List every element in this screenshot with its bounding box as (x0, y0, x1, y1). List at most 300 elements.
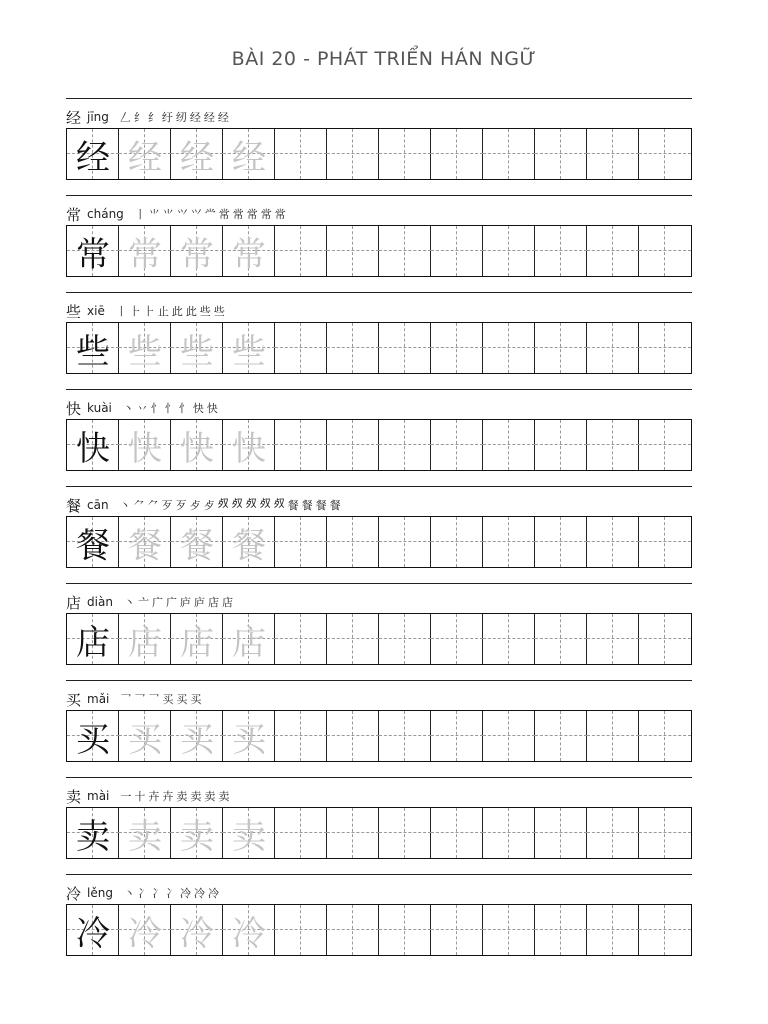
practice-cell[interactable] (639, 614, 691, 664)
practice-cell[interactable] (327, 711, 379, 761)
guide-line-horizontal (275, 444, 327, 445)
practice-cell[interactable] (327, 420, 379, 470)
practice-cell[interactable] (431, 808, 483, 858)
guide-line-vertical (560, 711, 561, 761)
guide-line-vertical (508, 323, 509, 373)
guide-line-vertical (612, 711, 613, 761)
trace-cell (119, 323, 171, 373)
trace-character: 店 (180, 622, 214, 663)
guide-line-horizontal (587, 347, 639, 348)
trace-cell (223, 323, 275, 373)
practice-cell[interactable] (483, 129, 535, 179)
practice-cell[interactable] (379, 808, 431, 858)
guide-line-vertical (352, 614, 353, 664)
practice-cell[interactable] (275, 517, 327, 567)
trace-cell (171, 808, 223, 858)
practice-cell[interactable] (639, 226, 691, 276)
trace-cell (119, 808, 171, 858)
model-character: 餐 (76, 525, 110, 566)
stroke-step: 歹 (161, 499, 173, 512)
practice-cell[interactable] (639, 711, 691, 761)
guide-line-horizontal (535, 444, 587, 445)
practice-cell[interactable] (639, 808, 691, 858)
guide-line-horizontal (639, 444, 691, 445)
trace-character: 快 (128, 428, 162, 469)
writing-grid (66, 128, 692, 180)
guide-line-horizontal (431, 735, 483, 736)
guide-line-vertical (508, 129, 509, 179)
stroke-step: 经 (189, 111, 201, 124)
guide-line-horizontal (483, 347, 535, 348)
guide-line-vertical (352, 808, 353, 858)
guide-line-vertical (456, 226, 457, 276)
practice-cell[interactable] (327, 323, 379, 373)
stroke-step: 卖 (176, 790, 188, 803)
pinyin: lěng (87, 886, 113, 900)
divider-line (66, 680, 692, 681)
guide-line-vertical (404, 420, 405, 470)
guide-line-vertical (300, 420, 301, 470)
guide-line-vertical (404, 905, 405, 955)
guide-line-vertical (404, 226, 405, 276)
practice-cell[interactable] (275, 129, 327, 179)
trace-cell (171, 517, 223, 567)
model-character: 些 (76, 331, 110, 372)
practice-cell[interactable] (379, 420, 431, 470)
entry-header (66, 494, 342, 516)
guide-line-horizontal (379, 832, 431, 833)
guide-line-vertical (560, 808, 561, 858)
trace-cell (119, 226, 171, 276)
guide-line-horizontal (431, 541, 483, 542)
practice-cell[interactable] (275, 711, 327, 761)
model-character: 店 (76, 622, 110, 663)
trace-cell (223, 614, 275, 664)
divider-line (66, 583, 692, 584)
guide-line-vertical (404, 614, 405, 664)
pinyin: cān (87, 498, 109, 512)
stroke-step: 餐 (287, 499, 299, 512)
stroke-step: 乛 (148, 693, 160, 706)
stroke-step: 纟 (133, 111, 145, 124)
practice-cell[interactable] (639, 129, 691, 179)
entry-header (66, 882, 220, 904)
guide-line-horizontal (483, 735, 535, 736)
guide-line-vertical (560, 420, 561, 470)
stroke-step: 餐 (329, 499, 341, 512)
guide-line-horizontal (327, 832, 379, 833)
model-cell (67, 323, 119, 373)
practice-cell[interactable] (327, 129, 379, 179)
trace-cell (171, 129, 223, 179)
practice-cell[interactable] (275, 226, 327, 276)
model-cell (67, 129, 119, 179)
practice-cell[interactable] (379, 517, 431, 567)
model-character: 卖 (76, 816, 110, 857)
practice-cell[interactable] (639, 905, 691, 955)
guide-line-vertical (508, 517, 509, 567)
stroke-step: 常 (260, 208, 272, 221)
pinyin: jīng (87, 110, 109, 124)
practice-cell[interactable] (587, 614, 639, 664)
guide-line-vertical (560, 517, 561, 567)
header-character: 经 (66, 108, 82, 127)
guide-line-horizontal (535, 153, 587, 154)
guide-line-horizontal (327, 541, 379, 542)
practice-cell[interactable] (431, 129, 483, 179)
practice-cell[interactable] (535, 517, 587, 567)
practice-cell[interactable] (327, 517, 379, 567)
divider-line (66, 486, 692, 487)
guide-line-horizontal (639, 153, 691, 154)
entry-header (66, 591, 234, 613)
trace-character: 经 (128, 137, 162, 178)
practice-cell[interactable] (483, 420, 535, 470)
practice-cell[interactable] (483, 614, 535, 664)
guide-line-horizontal (275, 153, 327, 154)
guide-line-horizontal (327, 153, 379, 154)
trace-character: 些 (232, 331, 266, 372)
practice-cell[interactable] (639, 323, 691, 373)
practice-cell[interactable] (535, 129, 587, 179)
guide-line-vertical (456, 614, 457, 664)
guide-line-horizontal (275, 250, 327, 251)
model-cell (67, 711, 119, 761)
guide-line-vertical (508, 711, 509, 761)
stroke-step: ⺊ (143, 305, 155, 318)
stroke-step: 𠃋 (119, 111, 131, 124)
stroke-step: 卖 (218, 790, 230, 803)
stroke-step: 歺 (189, 499, 201, 512)
trace-character: 经 (232, 137, 266, 178)
writing-grid (66, 516, 692, 568)
trace-character: 常 (232, 234, 266, 275)
stroke-order (119, 109, 230, 125)
guide-line-vertical (612, 129, 613, 179)
practice-cell[interactable] (535, 226, 587, 276)
practice-cell[interactable] (483, 517, 535, 567)
stroke-step: 丶 (122, 402, 134, 415)
practice-cell[interactable] (431, 323, 483, 373)
stroke-step: 经 (217, 111, 229, 124)
guide-line-vertical (352, 711, 353, 761)
guide-line-horizontal (379, 444, 431, 445)
trace-cell (171, 323, 223, 373)
guide-line-horizontal (483, 929, 535, 930)
stroke-step: 冷 (207, 887, 219, 900)
stroke-step: 卖 (204, 790, 216, 803)
stroke-step: 经 (203, 111, 215, 124)
stroke-step: 庐 (179, 596, 191, 609)
practice-cell[interactable] (587, 226, 639, 276)
trace-character: 餐 (232, 525, 266, 566)
guide-line-vertical (560, 323, 561, 373)
trace-cell (171, 905, 223, 955)
guide-line-horizontal (379, 541, 431, 542)
trace-cell (119, 711, 171, 761)
stroke-step: 亠 (137, 596, 149, 609)
stroke-step: 些 (213, 305, 225, 318)
trace-cell (171, 420, 223, 470)
trace-character: 冷 (128, 913, 162, 954)
guide-line-horizontal (275, 638, 327, 639)
trace-cell (119, 420, 171, 470)
model-character: 买 (76, 719, 110, 760)
guide-line-vertical (612, 517, 613, 567)
stroke-step: 常 (232, 208, 244, 221)
practice-cell[interactable] (535, 905, 587, 955)
model-cell (67, 517, 119, 567)
practice-cell[interactable] (327, 614, 379, 664)
guide-line-horizontal (535, 541, 587, 542)
stroke-order (122, 400, 219, 416)
guide-line-horizontal (639, 541, 691, 542)
stroke-step: 𣦼 (273, 497, 285, 510)
stroke-step: 常 (218, 208, 230, 221)
practice-cell[interactable] (587, 905, 639, 955)
trace-cell (223, 420, 275, 470)
practice-cell[interactable] (275, 808, 327, 858)
guide-line-horizontal (431, 347, 483, 348)
pinyin: diàn (87, 595, 113, 609)
practice-cell[interactable] (431, 517, 483, 567)
writing-grid (66, 710, 692, 762)
practice-cell[interactable] (379, 614, 431, 664)
stroke-step: 冷 (179, 887, 191, 900)
stroke-step: ⺊ (129, 305, 141, 318)
divider-line (66, 195, 692, 196)
model-cell (67, 226, 119, 276)
model-character: 冷 (76, 913, 110, 954)
stroke-step: 乛 (120, 693, 132, 706)
practice-cell[interactable] (431, 711, 483, 761)
guide-line-vertical (352, 129, 353, 179)
practice-cell[interactable] (587, 711, 639, 761)
practice-cell[interactable] (535, 808, 587, 858)
guide-line-vertical (456, 517, 457, 567)
divider-line (66, 777, 692, 778)
practice-cell[interactable] (587, 129, 639, 179)
guide-line-horizontal (587, 250, 639, 251)
stroke-step: 广 (151, 596, 163, 609)
guide-line-horizontal (275, 347, 327, 348)
model-character: 快 (76, 428, 110, 469)
guide-line-vertical (404, 129, 405, 179)
guide-line-horizontal (639, 929, 691, 930)
divider-line (66, 98, 692, 99)
entry-header (66, 397, 219, 419)
guide-line-horizontal (431, 638, 483, 639)
guide-line-horizontal (587, 929, 639, 930)
guide-line-horizontal (535, 832, 587, 833)
practice-cell[interactable] (275, 614, 327, 664)
practice-cell[interactable] (431, 905, 483, 955)
trace-cell (223, 226, 275, 276)
trace-character: 常 (180, 234, 214, 275)
guide-line-vertical (456, 420, 457, 470)
practice-cell[interactable] (535, 711, 587, 761)
trace-character: 买 (232, 719, 266, 760)
practice-cell[interactable] (379, 905, 431, 955)
trace-cell (223, 905, 275, 955)
guide-line-vertical (664, 420, 665, 470)
practice-cell[interactable] (483, 711, 535, 761)
practice-cell[interactable] (431, 614, 483, 664)
guide-line-horizontal (379, 153, 431, 154)
guide-line-vertical (664, 711, 665, 761)
stroke-step: ⺌ (148, 208, 160, 221)
stroke-order (123, 885, 220, 901)
practice-cell[interactable] (327, 808, 379, 858)
stroke-step: 餐 (301, 499, 313, 512)
guide-line-horizontal (535, 347, 587, 348)
writing-grid (66, 807, 692, 859)
guide-line-horizontal (639, 638, 691, 639)
trace-cell (119, 614, 171, 664)
stroke-step: 𣦼 (217, 497, 229, 510)
guide-line-vertical (300, 614, 301, 664)
practice-cell[interactable] (379, 711, 431, 761)
stroke-step: 冫 (151, 887, 163, 900)
trace-cell (171, 226, 223, 276)
stroke-step: 纡 (161, 111, 173, 124)
stroke-step: 丨 (115, 305, 127, 318)
practice-cell[interactable] (431, 420, 483, 470)
trace-character: 常 (128, 234, 162, 275)
guide-line-vertical (508, 614, 509, 664)
entry-header (66, 106, 230, 128)
guide-line-horizontal (639, 347, 691, 348)
practice-cell[interactable] (275, 420, 327, 470)
stroke-step: 止 (157, 305, 169, 318)
guide-line-horizontal (587, 735, 639, 736)
trace-character: 冷 (180, 913, 214, 954)
guide-line-vertical (352, 323, 353, 373)
guide-line-vertical (352, 420, 353, 470)
practice-cell[interactable] (327, 905, 379, 955)
stroke-order (119, 691, 202, 707)
trace-character: 买 (128, 719, 162, 760)
trace-character: 买 (180, 719, 214, 760)
stroke-step: 𣦼 (231, 497, 243, 510)
guide-line-vertical (664, 517, 665, 567)
guide-line-horizontal (587, 444, 639, 445)
stroke-step: 卉 (162, 790, 174, 803)
guide-line-horizontal (327, 250, 379, 251)
guide-line-horizontal (483, 638, 535, 639)
trace-character: 些 (180, 331, 214, 372)
guide-line-vertical (560, 226, 561, 276)
practice-cell[interactable] (535, 420, 587, 470)
practice-cell[interactable] (379, 129, 431, 179)
stroke-step: 丶 (123, 596, 135, 609)
practice-cell[interactable] (275, 323, 327, 373)
guide-line-vertical (300, 129, 301, 179)
header-character: 买 (66, 690, 82, 709)
trace-cell (171, 614, 223, 664)
writing-grid (66, 419, 692, 471)
trace-character: 经 (180, 137, 214, 178)
stroke-step: 丷 (136, 402, 148, 415)
entry-header (66, 688, 202, 710)
stroke-step: 丶 (123, 887, 135, 900)
trace-cell (223, 711, 275, 761)
practice-cell[interactable] (483, 323, 535, 373)
guide-line-horizontal (587, 832, 639, 833)
practice-cell[interactable] (535, 323, 587, 373)
entry-header (66, 203, 287, 225)
practice-cell[interactable] (535, 614, 587, 664)
guide-line-horizontal (639, 832, 691, 833)
practice-cell[interactable] (587, 517, 639, 567)
trace-cell (171, 711, 223, 761)
stroke-step: 纫 (175, 111, 187, 124)
guide-line-horizontal (431, 832, 483, 833)
stroke-step: ⺌ (162, 208, 174, 221)
guide-line-vertical (300, 517, 301, 567)
stroke-step: 冫 (165, 887, 177, 900)
stroke-step: 常 (246, 208, 258, 221)
practice-cell[interactable] (327, 226, 379, 276)
guide-line-vertical (404, 808, 405, 858)
stroke-step: ⺍ (190, 208, 202, 221)
practice-cell[interactable] (639, 517, 691, 567)
guide-line-vertical (664, 808, 665, 858)
stroke-order (119, 497, 342, 513)
practice-cell[interactable] (483, 808, 535, 858)
divider-line (66, 874, 692, 875)
trace-cell (223, 129, 275, 179)
practice-cell[interactable] (275, 905, 327, 955)
practice-cell[interactable] (639, 420, 691, 470)
page-title: BÀI 20 - PHÁT TRIỂN HÁN NGỮ (231, 48, 537, 70)
trace-character: 冷 (232, 913, 266, 954)
guide-line-horizontal (275, 735, 327, 736)
guide-line-vertical (612, 226, 613, 276)
stroke-step: 丨 (134, 208, 146, 221)
practice-cell[interactable] (379, 226, 431, 276)
writing-grid (66, 904, 692, 956)
stroke-step: 广 (165, 596, 177, 609)
practice-cell[interactable] (587, 808, 639, 858)
stroke-order (123, 594, 234, 610)
guide-line-horizontal (483, 832, 535, 833)
stroke-step: 庐 (193, 596, 205, 609)
stroke-step: 快 (192, 402, 204, 415)
guide-line-horizontal (535, 250, 587, 251)
writing-grid (66, 322, 692, 374)
practice-cell[interactable] (483, 905, 535, 955)
guide-line-horizontal (483, 541, 535, 542)
trace-character: 店 (128, 622, 162, 663)
guide-line-horizontal (639, 735, 691, 736)
guide-line-vertical (352, 226, 353, 276)
guide-line-vertical (352, 905, 353, 955)
header-character: 卖 (66, 787, 82, 806)
stroke-step: 买 (162, 693, 174, 706)
practice-cell[interactable] (587, 420, 639, 470)
practice-cell[interactable] (379, 323, 431, 373)
pinyin: xiē (87, 304, 105, 318)
guide-line-vertical (300, 323, 301, 373)
practice-cell[interactable] (431, 226, 483, 276)
stroke-step: 忄 (150, 402, 162, 415)
stroke-step: 乛 (134, 693, 146, 706)
practice-cell[interactable] (483, 226, 535, 276)
pinyin: mǎi (87, 692, 110, 706)
stroke-step: 丶 (119, 499, 131, 512)
practice-cell[interactable] (587, 323, 639, 373)
